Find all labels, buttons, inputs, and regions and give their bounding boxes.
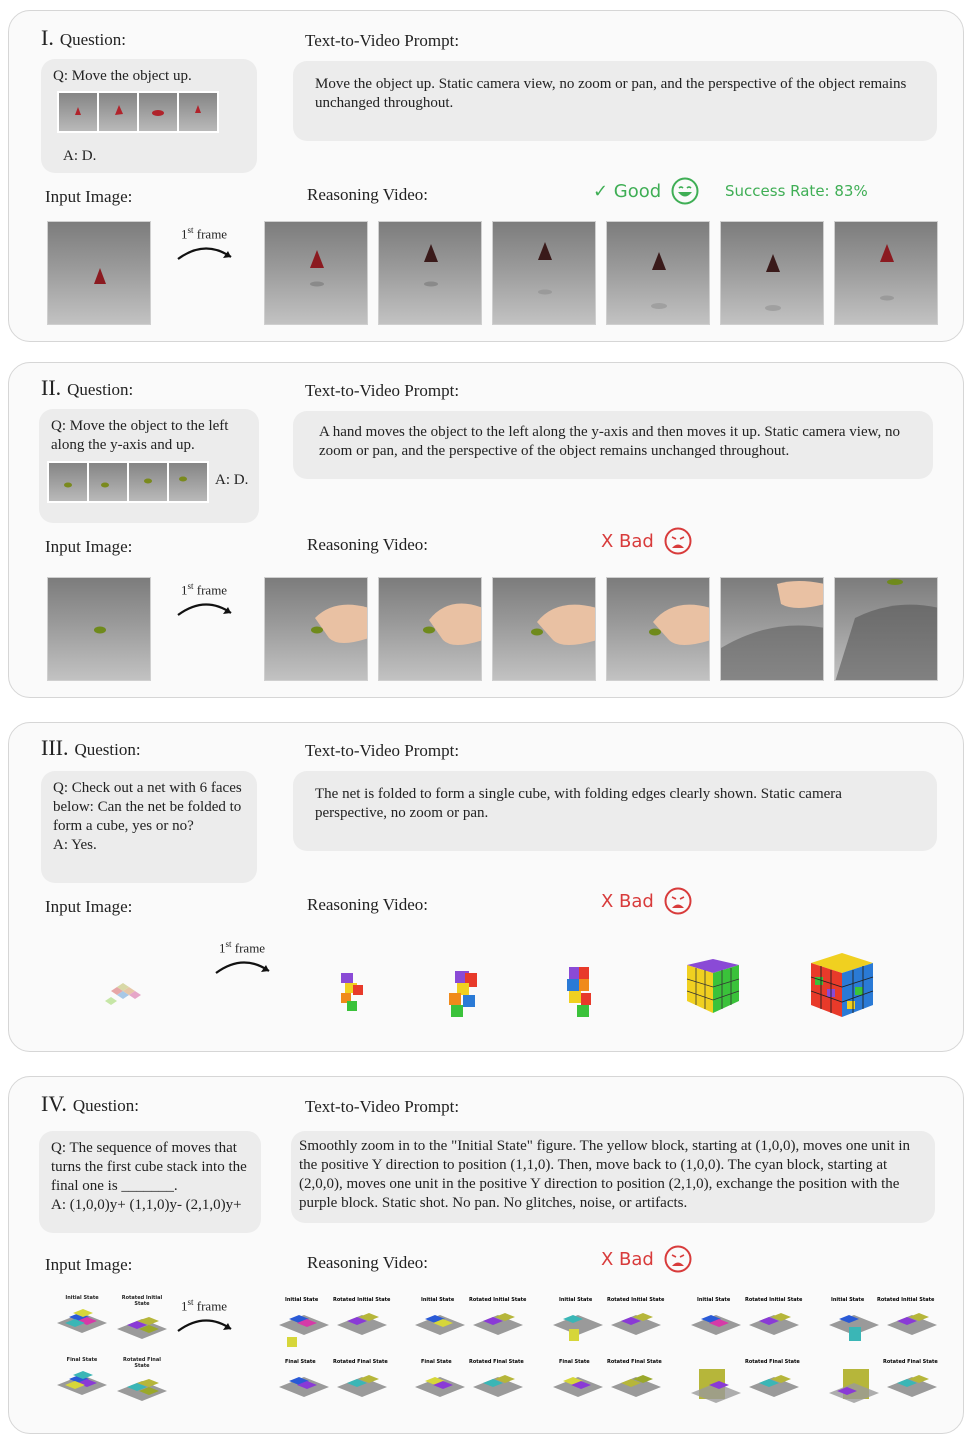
sad-face-icon: [664, 1245, 692, 1273]
roman-numeral: III.: [41, 735, 69, 760]
svg-text:Initial State: Initial State: [831, 1297, 865, 1303]
panel-2: [8, 362, 964, 698]
video-frame: [378, 221, 482, 325]
arrow-icon: [213, 957, 273, 979]
prompt-box: [293, 411, 933, 479]
svg-text:Rotated Initial State: Rotated Initial State: [469, 1297, 527, 1303]
smile-face-icon: [671, 177, 699, 205]
question-label: Question:: [67, 380, 134, 399]
prompt-box: [293, 771, 937, 851]
svg-text:Initial State: Initial State: [559, 1297, 593, 1303]
option-thumb: [59, 93, 97, 131]
answer-text: A: Yes.: [53, 837, 97, 853]
video-frame: [275, 1295, 391, 1413]
verdict-text: X Bad: [601, 1248, 654, 1270]
question-box: [39, 1131, 261, 1233]
option-strip: [47, 461, 209, 503]
video-frame: [720, 221, 824, 325]
question-heading: [41, 375, 133, 401]
answer-text: A: D.: [63, 148, 97, 164]
svg-text:Initial State: Initial State: [697, 1297, 731, 1303]
prompt-text: Move the object up. Static camera view, no zoom or pan, and the perspective of the object remains unchanged throughout.: [315, 76, 907, 111]
verdict-bad: [601, 887, 692, 915]
mini-label: Rotated Initial State: [121, 1295, 163, 1307]
roman-numeral: II.: [41, 375, 62, 400]
cube-stack-graphic: [687, 1295, 803, 1413]
svg-text:Rotated Initial State: Rotated Initial State: [333, 1297, 391, 1303]
cube-stack-graphic: [411, 1295, 527, 1413]
first-frame-label: 1st frame: [219, 939, 266, 956]
cube-stack-graphic: [115, 1307, 169, 1347]
video-frame: [327, 967, 377, 1015]
rotated-initial-figure: [115, 1295, 169, 1352]
video-frame: [557, 963, 601, 1019]
option-thumb: [49, 463, 87, 501]
video-frame: [411, 1295, 527, 1413]
mini-label: Initial State: [65, 1295, 99, 1301]
option-thumb: [129, 463, 167, 501]
question-heading: [41, 25, 126, 51]
initial-state-figure: [55, 1295, 109, 1346]
verdict-text: ✓ Good: [593, 180, 662, 202]
prompt-text: A hand moves the object to the left along the y-axis and then moves it up. Static camera view, no zoom or pan, and the perspective of the object remains unchanged throughout.: [319, 424, 900, 459]
svg-text:Initial State: Initial State: [285, 1297, 319, 1303]
video-frame: [378, 577, 482, 681]
verdict-bad: [601, 1245, 692, 1273]
video-frame: [807, 949, 877, 1021]
verdict-text: X Bad: [601, 530, 654, 552]
video-frame: [264, 577, 368, 681]
video-frame: [492, 221, 596, 325]
video-frame: [606, 577, 710, 681]
reasoning-video-label: Reasoning Video:: [307, 895, 428, 914]
video-frame: [720, 577, 824, 681]
question-label: Question:: [59, 30, 126, 49]
video-frame: [687, 1295, 803, 1413]
question-heading: [41, 1091, 139, 1117]
sad-face-icon: [664, 887, 692, 915]
video-frame: [492, 577, 596, 681]
option-thumb: [99, 93, 137, 131]
cube-stack-graphic: [55, 1363, 109, 1403]
reasoning-video-label: Reasoning Video:: [307, 535, 428, 554]
svg-text:Rotated Final State: Rotated Final State: [333, 1359, 388, 1365]
reasoning-video-label: Reasoning Video:: [307, 1253, 428, 1272]
video-frame: [549, 1295, 665, 1413]
video-frame: [439, 965, 493, 1021]
panel-1: [8, 10, 964, 342]
roman-numeral: IV.: [41, 1091, 67, 1116]
input-image-label: Input Image:: [45, 537, 133, 556]
video-frame: [264, 221, 368, 325]
answer-text: A: D.: [215, 472, 249, 488]
verdict-good: [593, 177, 699, 205]
svg-text:Rotated Final State: Rotated Final State: [607, 1359, 662, 1365]
svg-text:Rotated Final State: Rotated Final State: [745, 1359, 800, 1365]
cube-stack-graphic: [115, 1369, 169, 1409]
mini-label: Rotated Final State: [123, 1357, 161, 1369]
panel-3: [8, 722, 964, 1052]
svg-text:Rotated Initial State: Rotated Initial State: [877, 1297, 935, 1303]
prompt-text: Smoothly zoom in to the "Initial State" figure. The yellow block, starting at (1,0,0), moves one unit in the positive Y direction to position (1,1,0). Then, move back to (1,0,0). The cyan block, starting at (2,0,0), moves one unit in the positive Y direction to position (2,1,0), exchange the position with the purple block. Static shot. No pan. No glitches, noise, or artifacts.: [299, 1138, 911, 1211]
verdict-text: X Bad: [601, 890, 654, 912]
arrow-icon: [175, 1315, 235, 1337]
prompt-label: Text-to-Video Prompt:: [305, 741, 460, 760]
cube-stack-graphic: [55, 1301, 109, 1341]
svg-text:Initial State: Initial State: [421, 1297, 455, 1303]
svg-text:Rotated Initial State: Rotated Initial State: [745, 1297, 803, 1303]
svg-text:Rotated Final State: Rotated Final State: [883, 1359, 938, 1365]
video-frame: [834, 221, 938, 325]
svg-text:Rotated Initial State: Rotated Initial State: [607, 1297, 665, 1303]
input-image: [55, 1295, 171, 1413]
question-label: Question:: [72, 1096, 139, 1115]
question-heading: [41, 735, 141, 761]
input-image-label: Input Image:: [45, 187, 133, 206]
prompt-box: [293, 61, 937, 141]
svg-text:Final State: Final State: [285, 1359, 316, 1365]
cube-stack-graphic: [275, 1295, 391, 1413]
question-text: Q: Move the object up.: [53, 68, 192, 84]
prompt-box: [291, 1131, 935, 1223]
roman-numeral: I.: [41, 25, 54, 50]
input-image: [47, 577, 151, 681]
prompt-label: Text-to-Video Prompt:: [305, 1097, 460, 1116]
input-image: [47, 221, 151, 325]
prompt-text: The net is folded to form a single cube, with folding edges clearly shown. Static camera perspective, no zoom or pan.: [315, 786, 842, 821]
first-frame-label: 1st frame: [181, 225, 228, 242]
svg-text:Rotated Final State: Rotated Final State: [469, 1359, 524, 1365]
option-thumb: [139, 93, 177, 131]
verdict-bad: [601, 527, 692, 555]
question-box: [41, 771, 257, 883]
arrow-icon: [175, 243, 235, 265]
input-image-label: Input Image:: [45, 897, 133, 916]
success-rate: Success Rate: 83%: [725, 182, 868, 200]
question-label: Question:: [74, 740, 141, 759]
first-frame-label: 1st frame: [181, 581, 228, 598]
rotated-final-figure: [115, 1357, 169, 1414]
arrow-icon: [175, 599, 235, 621]
video-frame: [677, 955, 743, 1017]
question-text: Q: The sequence of moves that turns the first cube stack into the final one is _______.: [51, 1140, 247, 1194]
sad-face-icon: [664, 527, 692, 555]
question-box: [39, 409, 259, 523]
video-frame: [606, 221, 710, 325]
option-thumb: [179, 93, 217, 131]
svg-text:Final State: Final State: [559, 1359, 590, 1365]
input-image-label: Input Image:: [45, 1255, 133, 1274]
answer-text: A: (1,0,0)y+ (1,1,0)y- (2,1,0)y+: [51, 1197, 242, 1213]
mini-label: Final State: [66, 1357, 98, 1363]
video-frame: [825, 1295, 941, 1413]
final-state-figure: [55, 1357, 109, 1408]
prompt-label: Text-to-Video Prompt:: [305, 31, 460, 50]
option-thumb: [169, 463, 207, 501]
question-text: Q: Move the object to the left along the y-axis and up.: [51, 418, 229, 453]
panel-4: [8, 1076, 964, 1434]
reasoning-video-label: Reasoning Video:: [307, 185, 428, 204]
question-text: Q: Check out a net with 6 faces below: Can the net be folded to form a cube, yes or no?: [53, 780, 242, 834]
first-frame-label: 1st frame: [181, 1297, 228, 1314]
video-frame: [834, 577, 938, 681]
cube-stack-graphic: [549, 1295, 665, 1413]
option-thumb: [89, 463, 127, 501]
prompt-label: Text-to-Video Prompt:: [305, 381, 460, 400]
option-strip: [57, 91, 219, 133]
svg-text:Final State: Final State: [421, 1359, 452, 1365]
question-box: [41, 59, 257, 173]
cube-stack-graphic: [825, 1295, 941, 1413]
cube-net-image: [101, 977, 145, 1013]
